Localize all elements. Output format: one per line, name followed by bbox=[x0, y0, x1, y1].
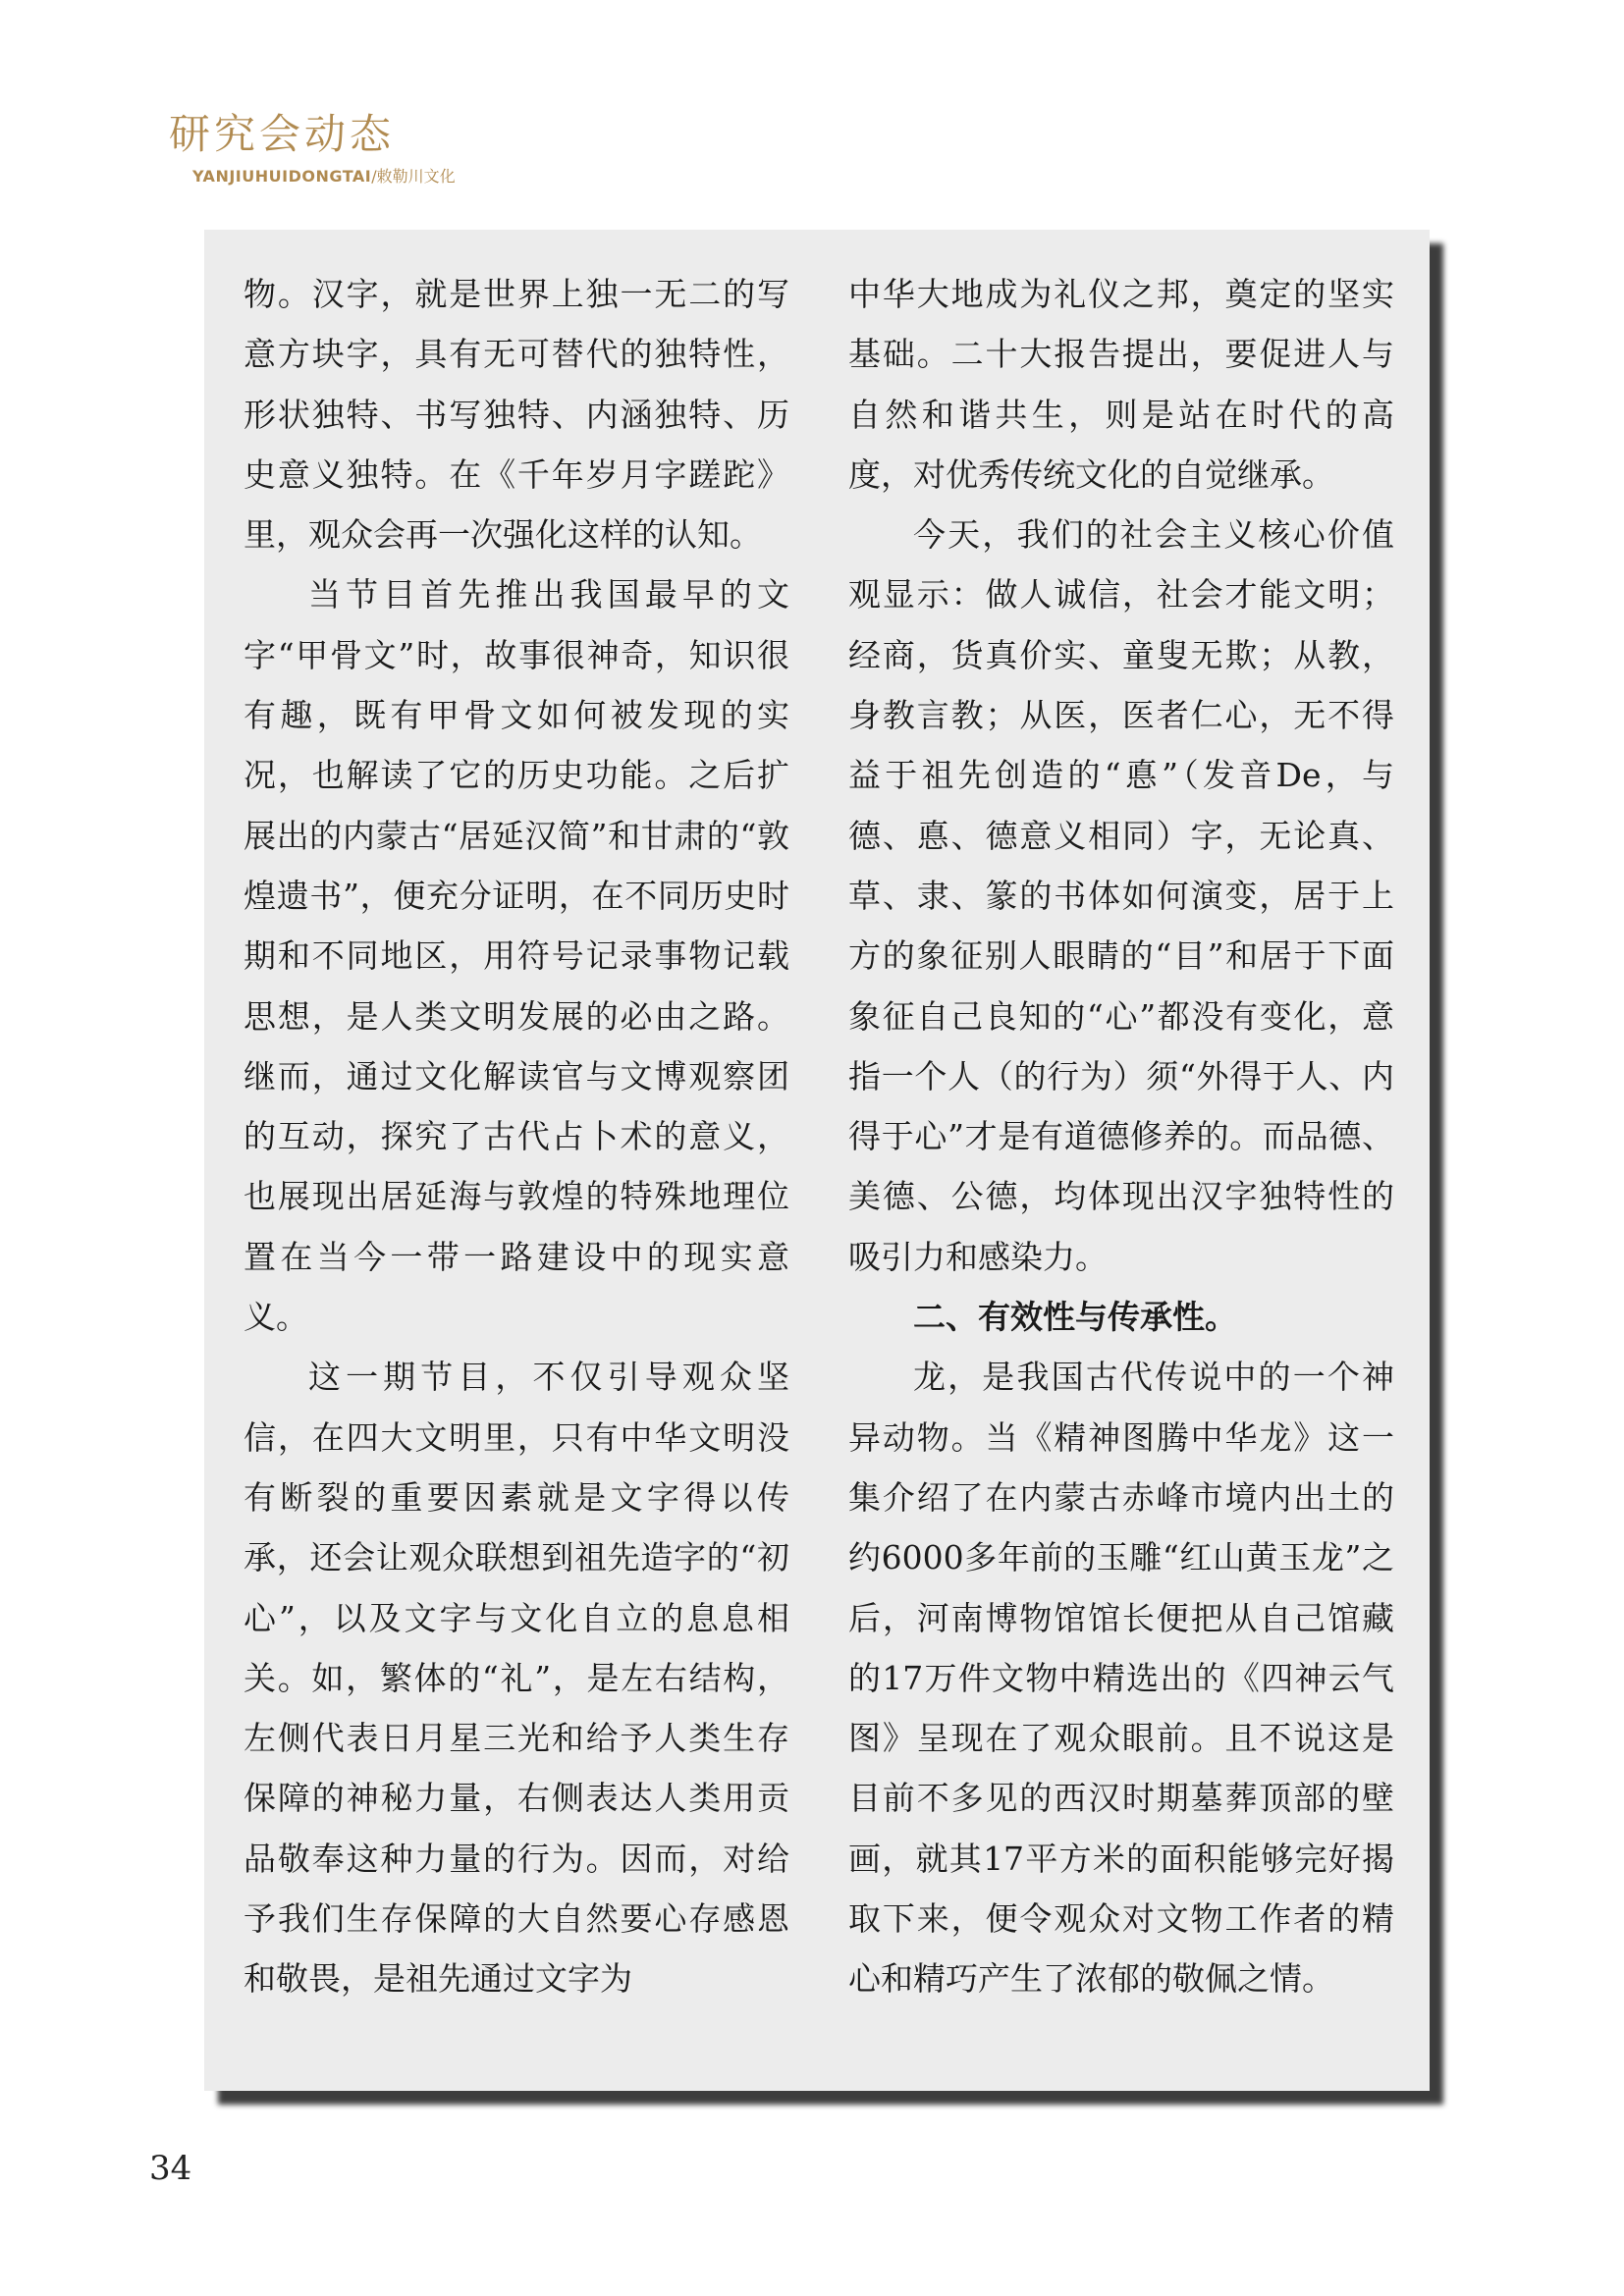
article-paragraph: 当节目首先推出我国最早的文字“甲骨文”时，故事很神奇，知识很有趣，既有甲骨文如何被发现的实况，也解读了它的历史功能。之后扩展出的内蒙古“居延汉简”和甘肃的“敦煌遗书”，便充分证明，在不同历史时期和不同地区，用符号记录事物记载思想，是人类文明发展的必由之路。继而，通过文化解读官与文博观察团的互动，探究了古代占卜术的意义，也展现出居延海与敦煌的特殊地理位置在当今一带一路建设中的现实意义。 bbox=[244, 575, 789, 1337]
article-paragraph: 中华大地成为礼仪之邦，奠定的坚实基础。二十大报告提出，要促进人与自然和谐共生，则是站在时代的高度，对优秀传统文化的自觉继承。 bbox=[848, 275, 1394, 494]
article-paragraph: 这一期节目，不仅引导观众坚信，在四大文明里，只有中华文明没有断裂的重要因素就是文字得以传承，还会让观众联想到祖先造字的“初心”，以及文字与文化自立的息息相关。如，繁体的“礼”，是左右结构，左侧代表日月星三光和给予人类生存保障的神秘力量，右侧表达人类用贡品敬奉这种力量的行为。因而，对给予我们生存保障的大自然要心存感恩和敬畏，是祖先通过文字为 bbox=[244, 1358, 789, 1999]
section-title: 研究会动态 bbox=[169, 110, 396, 158]
section-subtitle-publication: 敕勒川文化 bbox=[376, 167, 456, 186]
section-heading: 二、有效性与传承性。 bbox=[913, 1298, 1237, 1337]
section-subtitle bbox=[192, 169, 456, 185]
article-column-left bbox=[244, 264, 789, 2009]
section-subtitle-separator: / bbox=[371, 167, 377, 186]
page-number: 34 bbox=[149, 2149, 192, 2188]
section-subtitle-pinyin: YANJIUHUIDONGTAI bbox=[192, 167, 372, 186]
article-paragraph: 今天，我们的社会主义核心价值观显示：做人诚信，社会才能文明；经商，货真价实、童叟无欺；从教，身教言教；从医，医者仁心，无不得益于祖先创造的“悳”（发音De，与德、悳、德意义相同）字，无论真、草、隶、篆的书体如何演变，居于上方的象征别人眼睛的“目”和居于下面象征自己良知的“心”都没有变化，意指一个人（的行为）须“外得于人、内得于心”才是有道德修养的。而品德、美德、公德，均体现出汉字独特性的吸引力和感染力。 bbox=[848, 515, 1394, 1276]
article-column-right bbox=[848, 264, 1394, 2009]
article-paragraph: 物。汉字，就是世界上独一无二的写意方块字，具有无可替代的独特性，形状独特、书写独特、内涵独特、历史意义独特。在《千年岁月字蹉跎》里，观众会再一次强化这样的认知。 bbox=[244, 275, 789, 555]
article-paragraph: 龙，是我国古代传说中的一个神异动物。当《精神图腾中华龙》这一集介绍了在内蒙古赤峰市境内出土的约6000多年前的玉雕“红山黄玉龙”之后，河南博物馆馆长便把从自己馆藏的17万件文物中精选出的《四神云气图》呈现在了观众眼前。且不说这是目前不多见的西汉时期墓葬顶部的壁画，就其17平方米的面积能够完好揭取下来，便令观众对文物工作者的精心和精巧产生了浓郁的敬佩之情。 bbox=[848, 1358, 1394, 1999]
